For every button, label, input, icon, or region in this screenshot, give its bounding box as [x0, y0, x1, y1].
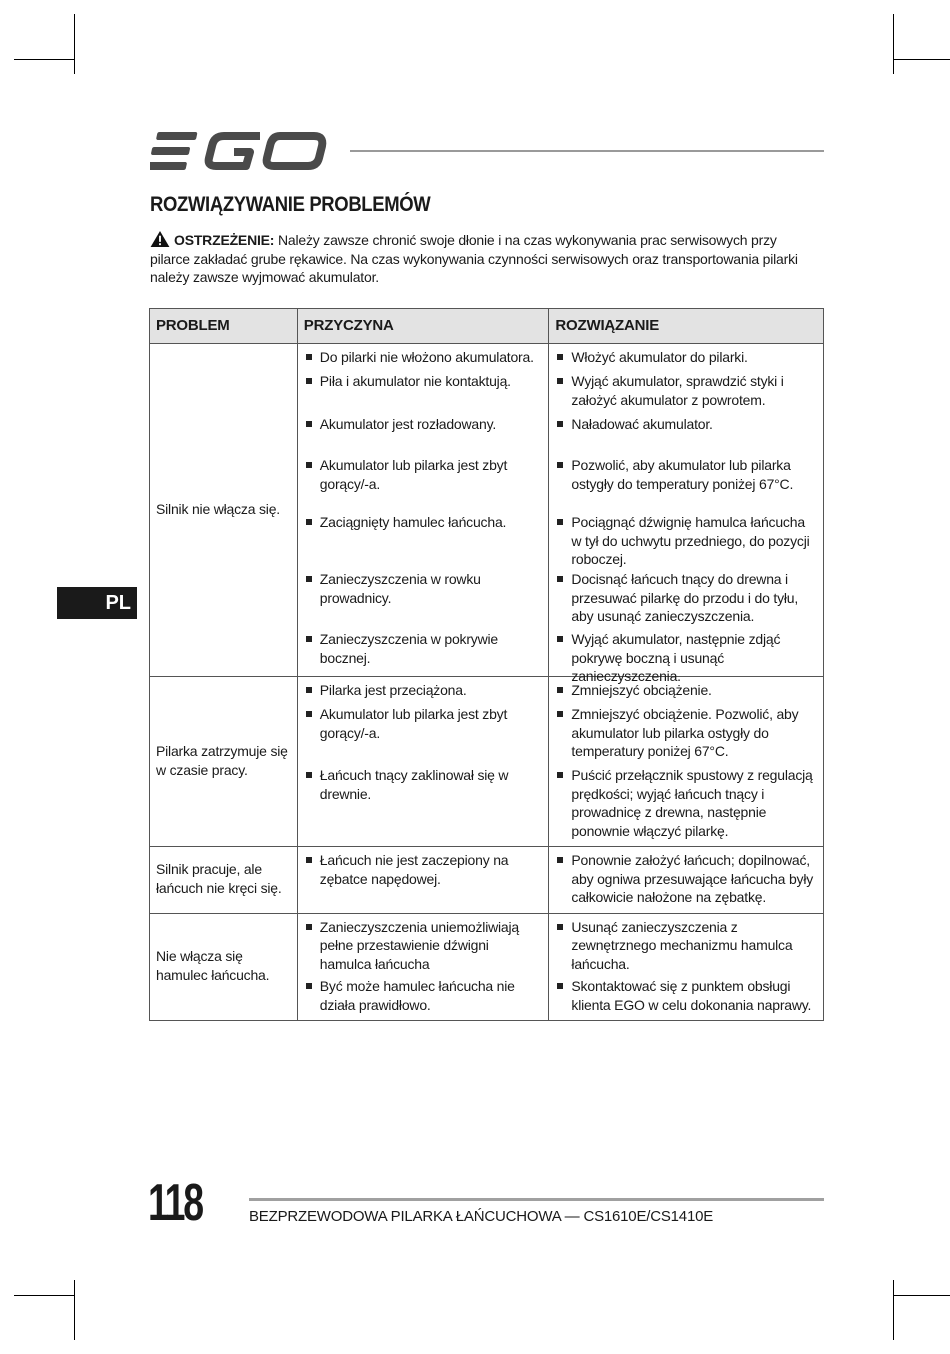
cause-item: Być może hamulec łańcucha nie działa prawidłowo. [304, 977, 543, 1014]
warning-text: Należy zawsze chronić swoje dłonie i na czas wykonywania prac serwisowych przy pilarce zakładać grube rękawice. Na czas wykonywania czynności serwisowych oraz transportowania pilarki należy zawsze wyjmować akumulator. [150, 232, 798, 285]
column-header-problem: PROBLEM [150, 309, 298, 344]
solution-item: Pociągnąć dźwignię hamulca łańcucha w tył do uchwytu przedniego, do pozycji roboczej. [555, 513, 817, 570]
solution-item: Skontaktować się z punktem obsługi klienta EGO w celu dokonania naprawy. [555, 977, 817, 1014]
crop-mark [74, 1280, 75, 1340]
header-rule [350, 150, 824, 152]
cause-item: Łańcuch nie jest zaczepiony na zębatce napędowej. [304, 851, 543, 888]
solution-item: Zmniejszyć obciążenie. [555, 681, 817, 705]
solution-item: Wyjąć akumulator, następnie zdjąć pokrywę boczną i usunąć zanieczyszczenia. [555, 630, 817, 670]
troubleshooting-table [149, 308, 824, 1021]
solution-item: Naładować akumulator. [555, 415, 817, 456]
crop-mark [893, 59, 950, 60]
column-header-cause: PRZYCZYNA [297, 309, 549, 344]
solution-item: Ponownie założyć łańcuch; dopilnować, aby ogniwa przesuwające łańcucha były całkowicie nałożone na zębatkę. [555, 851, 817, 907]
cause-item: Zanieczyszczenia w pokrywie bocznej. [304, 630, 543, 670]
table-header-row [150, 309, 824, 344]
cause-item: Zanieczyszczenia uniemożliwiają pełne przestawienie dźwigni hamulca łańcucha [304, 918, 543, 974]
solution-item: Usunąć zanieczyszczenia z zewnętrznego mechanizmu hamulca łańcucha. [555, 918, 817, 974]
language-tab: PL [57, 587, 137, 619]
solution-cell [549, 677, 824, 847]
section-title: ROZWIĄZYWANIE PROBLEMÓW [150, 193, 431, 216]
cause-cell [297, 847, 549, 914]
solution-cell [549, 847, 824, 914]
crop-mark [14, 1295, 74, 1296]
solution-item: Zmniejszyć obciążenie. Pozwolić, aby akumulator lub pilarka ostygły do temperatury poniżej 67°C. [555, 705, 817, 766]
page-number: 118 [148, 1174, 202, 1232]
cause-cell [297, 913, 549, 1021]
cause-item: Akumulator lub pilarka jest zbyt gorący/-a. [304, 705, 543, 766]
warning-notice [150, 231, 820, 287]
solution-item: Włożyć akumulator do pilarki. [555, 348, 817, 372]
solution-item: Docisnąć łańcuch tnący do drewna i przesuwać pilarkę do przodu i do tyłu, aby usunąć zanieczyszczenia. [555, 570, 817, 630]
table-row [150, 913, 824, 1021]
table-row [150, 677, 824, 847]
column-header-solution: ROZWIĄZANIE [549, 309, 824, 344]
cause-item: Zanieczyszczenia w rowku prowadnicy. [304, 570, 543, 630]
problem-cell: Silnik pracuje, ale łańcuch nie kręci się. [150, 847, 298, 914]
crop-mark [893, 14, 894, 74]
warning-label: OSTRZEŻENIE: [174, 232, 275, 248]
crop-mark [893, 1280, 894, 1340]
solution-item: Pozwolić, aby akumulator lub pilarka ostygły do temperatury poniżej 67°C. [555, 456, 817, 513]
cause-item: Do pilarki nie włożono akumulatora. [304, 348, 543, 372]
problem-cell: Silnik nie włącza się. [150, 344, 298, 677]
table-row [150, 847, 824, 914]
crop-mark [893, 1295, 950, 1296]
footer-rule [249, 1198, 824, 1201]
cause-cell [297, 344, 549, 677]
problem-cell: Nie włącza się hamulec łańcucha. [150, 913, 298, 1021]
solution-cell [549, 344, 824, 684]
cause-item: Piła i akumulator nie kontaktują. [304, 372, 543, 415]
table-row [150, 344, 824, 677]
cause-item: Akumulator lub pilarka jest zbyt gorący/-a. [304, 456, 543, 513]
solution-cell [549, 913, 824, 1021]
cause-item: Pilarka jest przeciążona. [304, 681, 543, 705]
solution-item: Puścić przełącznik spustowy z regulacją prędkości; wyjąć łańcuch tnący i prowadnicę z drewna, następnie ponownie włączyć pilarkę. [555, 766, 817, 840]
cause-item: Akumulator jest rozładowany. [304, 415, 543, 456]
crop-mark [74, 14, 75, 74]
footer-text: BEZPRZEWODOWA PILARKA ŁAŃCUCHOWA — CS1610E/CS1410E [249, 1208, 714, 1225]
cause-item: Zaciągnięty hamulec łańcucha. [304, 513, 543, 570]
cause-cell [297, 677, 549, 847]
problem-cell: Pilarka zatrzymuje się w czasie pracy. [150, 677, 298, 847]
ego-logo [150, 130, 332, 172]
crop-mark [14, 59, 74, 60]
warning-triangle-icon [150, 231, 170, 247]
cause-item: Łańcuch tnący zaklinował się w drewnie. [304, 766, 543, 803]
solution-item: Wyjąć akumulator, sprawdzić styki i założyć akumulator z powrotem. [555, 372, 817, 415]
